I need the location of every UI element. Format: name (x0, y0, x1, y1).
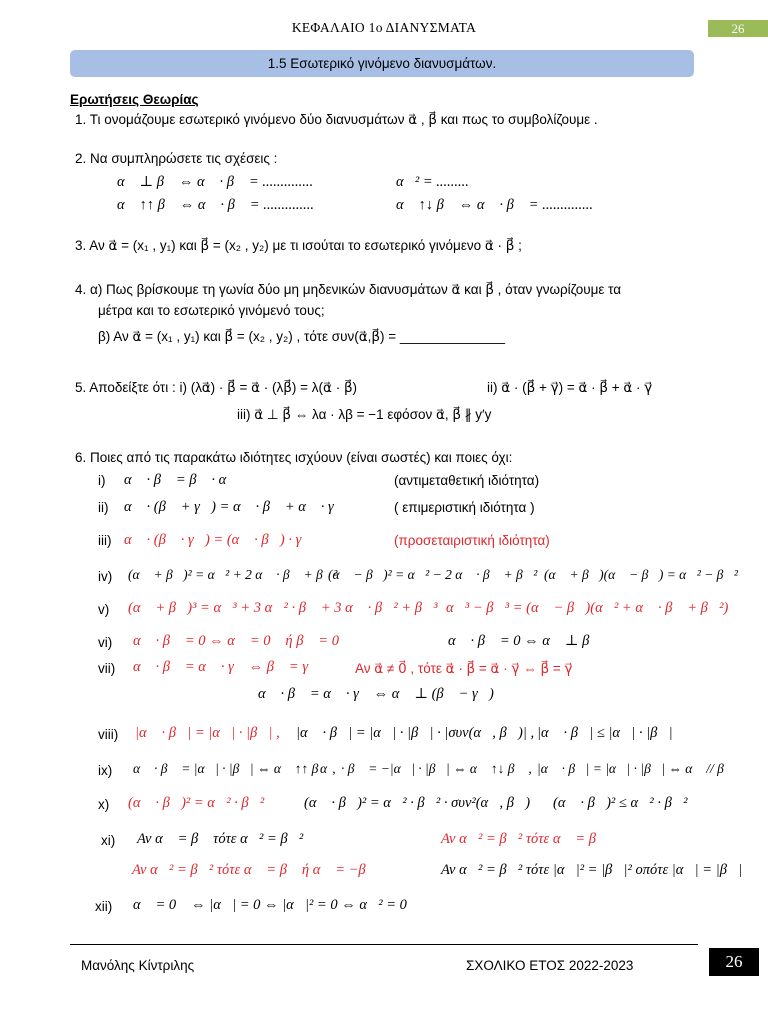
item-ix-opposite-dir: α⃗ · β⃗ = −|α⃗| · |β⃗| ⇔ α⃗ ↑↓ β⃗ , (320, 761, 532, 776)
item-iii-note: (προσεταιριστική ιδιότητα) (394, 533, 550, 548)
page-number-tab: 26 (708, 20, 768, 37)
question-5-iii: iii) α⃗ ⊥ β⃗ ⇔ λα · λβ = −1 εφόσον α⃗, β⃗ ∦ y′y (237, 407, 492, 422)
item-i-equation: α⃗ · β⃗ = β⃗ · α⃗ (124, 472, 238, 488)
item-vi-zero-product: α⃗ · β⃗ = 0 ⇔ α⃗ = 0⃗ ή β⃗ = 0⃗ (133, 633, 351, 649)
q2-opposite-direction: α⃗ ↑↓ β⃗ ⇔ α⃗ · β⃗ = .............. (396, 197, 593, 213)
question-5: 5. Αποδείξτε ότι : i) (λα⃗) · β⃗ = α⃗ · (λβ⃗) = λ(α⃗ · β⃗) (75, 380, 358, 395)
item-xi-square-implies-abs: Αν α⃗² = β⃗² τότε |α⃗|² = |β⃗|² οπότε |α⃗| = |β⃗| (441, 862, 743, 878)
item-iv-label: iv) (98, 569, 113, 584)
question-4b: β) Αν α⃗ = (x₁ , y₁) και β⃗ = (x₂ , y₂) , τότε συν(α⃗,β⃗) = ______________ (98, 329, 506, 344)
item-ix-label: ix) (98, 763, 113, 778)
item-iv-diff-square: (α⃗ − β⃗)² = α⃗² − 2 α⃗ · β⃗ + β⃗² (328, 567, 538, 582)
q2-square: α⃗² = ......... (396, 174, 469, 190)
item-xii-zero-vector: α⃗ = 0⃗ ⇔ |α⃗| = 0 ⇔ |α⃗|² = 0 ⇔ α⃗² = 0 (133, 897, 407, 913)
item-i-label: i) (98, 473, 106, 488)
item-iv-sum-square: (α⃗ + β⃗)² = α⃗² + 2 α⃗ · β⃗ + β⃗² (128, 567, 338, 582)
question-1: 1. Τι ονομάζουμε εσωτερικό γινόμενο δύο διανυσμάτων α⃗ , β⃗ και πως το συμβολίζουμε . (75, 112, 598, 127)
item-x-square-cos: (α⃗ · β⃗)² = α⃗² · β⃗² · συν²(α⃗, β⃗) (304, 795, 531, 811)
item-viii-abs-cos: |α⃗ · β⃗| = |α⃗| · |β⃗| · |συν(α⃗, β⃗)| , (296, 725, 535, 741)
item-iii-label: iii) (98, 533, 112, 548)
item-ix-same-dir: α⃗ · β⃗ = |α⃗| · |β⃗| ⇔ α⃗ ↑↑ β⃗ , (133, 761, 336, 776)
question-4a-cont: μέτρα και το εσωτερικό γινόμενό τους; (98, 303, 325, 318)
item-xii-label: xii) (95, 899, 113, 914)
item-v-label: v) (98, 602, 110, 617)
item-ix-parallel: |α⃗ · β⃗| = |α⃗| · |β⃗| ⇔ α⃗ // β⃗ (537, 761, 735, 776)
chapter-header: ΚΕΦΑΛΑΙΟ 1ο ΔΙΑΝΥΣΜΑΤΑ (291, 20, 477, 35)
item-vii-cancel: α⃗ · β⃗ = α⃗ · γ⃗ ⇔ β⃗ = γ⃗ (133, 659, 320, 675)
q2-same-direction: α⃗ ↑↑ β⃗ ⇔ α⃗ · β⃗ = .............. (117, 197, 314, 213)
item-iv-product: (α⃗ + β⃗)(α⃗ − β⃗) = α⃗² − β⃗² (544, 567, 738, 582)
q2-perpendicular: α⃗ ⊥ β⃗ ⇔ α⃗ · β⃗ = .............. (117, 174, 314, 190)
footer-page-number: 26 (709, 948, 759, 976)
item-ii-equation: α⃗ · (β⃗ + γ⃗) = α⃗ · β⃗ + α⃗ · γ⃗ (124, 499, 346, 515)
item-xi-square-implies-pm: Αν α⃗² = β⃗² τότε α⃗ = β⃗ ή α⃗ = −β⃗ (132, 862, 377, 878)
item-vii-label: vii) (98, 661, 116, 676)
item-x-inequality: (α⃗ · β⃗)² ≤ α⃗² · β⃗² (553, 795, 688, 811)
item-ii-note: ( επιμεριστική ιδιότητα ) (394, 500, 535, 515)
item-vii-cancel-nonzero: Αν α⃗ ≠ 0⃗ , τότε α⃗ · β⃗ = α⃗ · γ⃗ ⇔ β⃗ = γ⃗ (355, 661, 573, 676)
item-xi-square-implies-equal: Αν α⃗² = β⃗² τότε α⃗ = β⃗ (441, 831, 608, 847)
item-viii-inequality: |α⃗ · β⃗| ≤ |α⃗| · |β⃗| (537, 725, 673, 741)
question-6: 6. Ποιες από τις παρακάτω ιδιότητες ισχύουν (είναι σωστές) και ποιες όχι: (75, 450, 513, 465)
item-vii-orthogonal: α⃗ · β⃗ = α⃗ · γ⃗ ⇔ α⃗ ⊥ (β⃗ − γ⃗) (258, 686, 494, 702)
item-viii-abs-product: |α⃗ · β⃗| = |α⃗| · |β⃗| , (135, 725, 280, 741)
item-xi-label: xi) (101, 833, 116, 848)
item-viii-label: viii) (98, 727, 119, 742)
item-i-note: (αντιμεταθετική ιδιότητα) (394, 473, 540, 488)
item-x-square-product: (α⃗ · β⃗)² = α⃗² · β⃗² (128, 795, 265, 811)
item-x-label: x) (98, 797, 110, 812)
item-vi-orthogonal: α⃗ · β⃗ = 0 ⇔ α⃗ ⊥ β⃗ (448, 633, 601, 649)
footer-rule (70, 944, 698, 945)
question-5-ii: ii) α⃗ · (β⃗ + γ⃗) = α⃗ · β⃗ + α⃗ · γ⃗ (487, 380, 653, 395)
item-v-cube-diff: α⃗³ − β⃗³ = (α⃗ − β⃗)(α⃗² + α⃗ · β⃗ + β⃗²) (446, 600, 729, 616)
item-xi-equal-implies: Αν α⃗ = β⃗ τότε α⃗² = β⃗² (137, 831, 304, 847)
section-title-banner: 1.5 Εσωτερικό γινόμενο διανυσμάτων. (70, 50, 694, 77)
question-2: 2. Να συμπληρώσετε τις σχέσεις : (75, 151, 278, 166)
item-iii-equation: α⃗ · (β⃗ · γ⃗) = (α⃗ · β⃗) · γ⃗ (124, 532, 313, 548)
question-4a: 4. α) Πως βρίσκουμε τη γωνία δύο μη μηδενικών διανυσμάτων α⃗ και β⃗ , όταν γνωρίζουμε τα (75, 282, 622, 297)
question-3: 3. Αν α⃗ = (x₁ , y₁) και β⃗ = (x₂ , y₂) με τι ισούται το εσωτερικό γινόμενο α⃗ · β⃗ ; (75, 238, 522, 253)
item-v-cube: (α⃗ + β⃗)³ = α⃗³ + 3 α⃗² · β⃗ + 3 α⃗ · β⃗² + β⃗³ (128, 600, 438, 616)
item-ii-label: ii) (98, 500, 109, 515)
item-vi-label: vi) (98, 635, 113, 650)
footer-author: Μανόλης Κίντριλης (81, 958, 195, 973)
subheading: Ερωτήσεις Θεωρίας (70, 92, 199, 107)
footer-school-year: ΣΧΟΛΙΚΟ ΕΤΟΣ 2022-2023 (466, 958, 634, 973)
